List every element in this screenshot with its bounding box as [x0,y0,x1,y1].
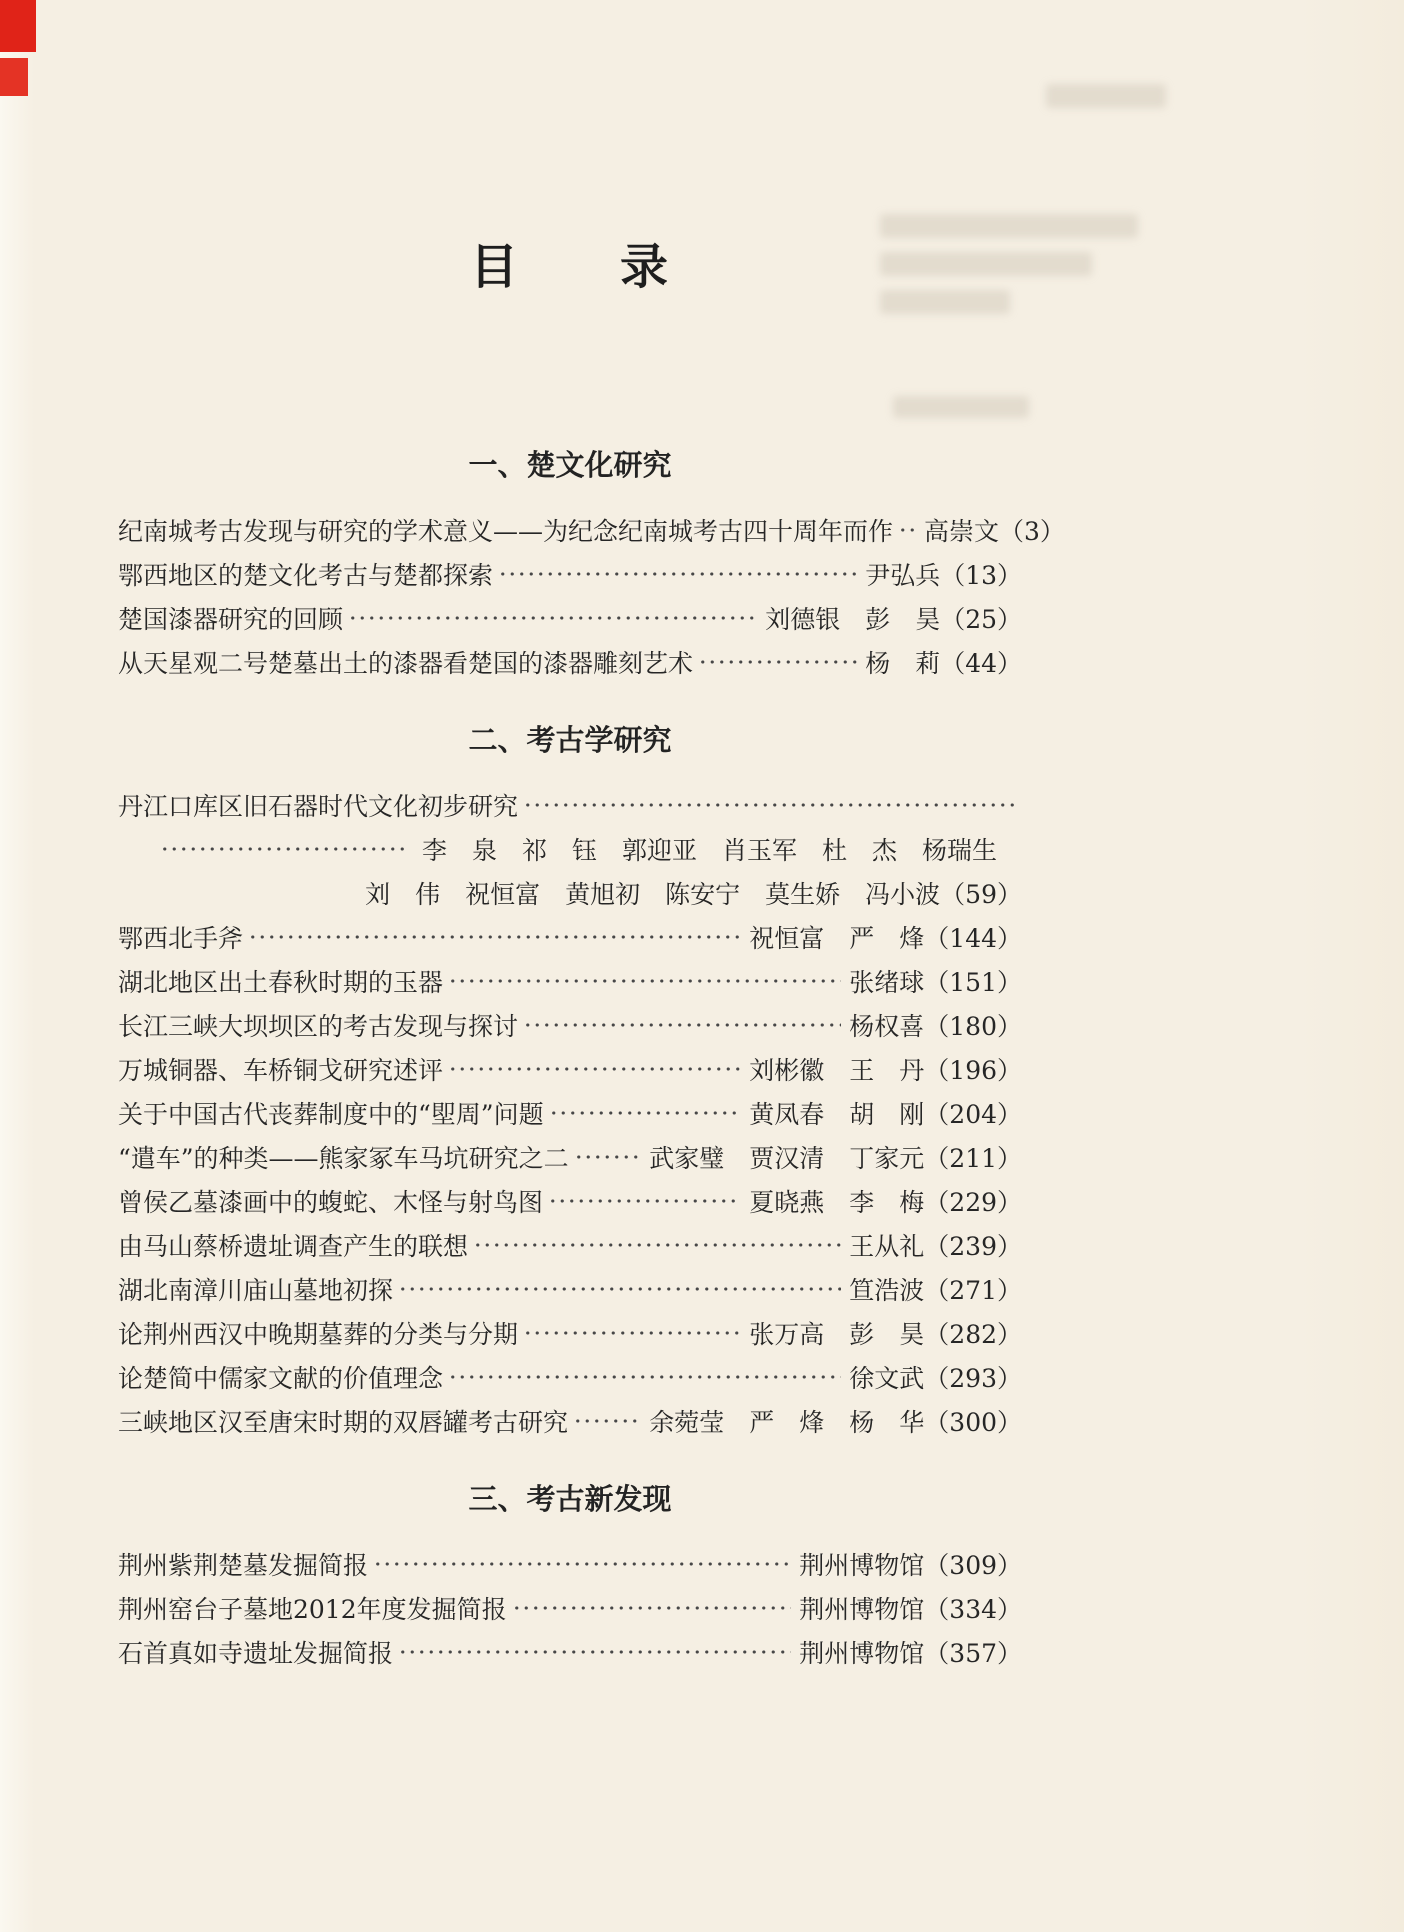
dot-leader [448,975,841,987]
toc-row [118,640,1022,684]
dot-leader [523,1327,741,1339]
entry-authors: 张绪球（151） [849,968,1022,997]
toc-sections [118,443,1065,1674]
dot-leader [573,1415,641,1427]
toc-row [118,552,1022,596]
toc-row [118,1091,1022,1135]
toc-page [118,0,1065,1674]
toc-row [118,783,1022,827]
dot-leader [698,656,857,668]
entry-title: 纪南城考古发现与研究的学术意义——为纪念纪南城考古四十周年而作 [118,517,894,546]
entry-title: 关于中国古代丧葬制度中的“堲周”问题 [118,1100,544,1129]
toc-row [118,1399,1022,1443]
toc-row [118,1135,1022,1179]
dot-leader [373,1558,791,1570]
entry-authors: 李 泉 祁 钰 郭迎亚 肖玉军 杜 杰 杨瑞生 [422,836,998,865]
entry-title: 长江三峡大坝坝区的考古发现与探讨 [118,1012,519,1041]
entry-title: 丹江口库区旧石器时代文化初步研究 [118,792,519,821]
dot-leader [398,1283,841,1295]
entry-authors: 尹弘兵（13） [865,561,1022,590]
scan-red-edge-mark-top [0,0,36,52]
entry-title: 曾侯乙墓漆画中的蝮蛇、木怪与射鸟图 [118,1188,544,1217]
toc-row [118,1586,1022,1630]
toc-row [118,1311,1022,1355]
entry-title: 楚国漆器研究的回顾 [118,605,344,634]
toc-row [118,1223,1022,1267]
entry-authors: 武家璧 贾汉清 丁家元（211） [649,1144,1022,1173]
entry-title: 三峡地区汉至唐宋时期的双唇罐考古研究 [118,1408,569,1437]
entry-title: 荆州窑台子墓地2012年度发掘简报 [118,1595,507,1624]
entry-title: 石首真如寺遗址发掘简报 [118,1639,394,1668]
entry-authors: 刘德银 彭 昊（25） [765,605,1022,634]
toc-row [118,1179,1022,1223]
entry-authors: 黄凤春 胡 刚（204） [749,1100,1022,1129]
toc-row [118,827,1022,871]
entry-authors: 刘彬徽 王 丹（196） [749,1056,1022,1085]
dot-leader [448,1063,741,1075]
entry-authors: 杨 莉（44） [865,649,1022,678]
dot-leader [348,612,757,624]
toc-row [118,1267,1022,1311]
entry-title: 由马山蔡桥遗址调查产生的联想 [118,1232,469,1261]
toc-list [118,783,1022,1443]
entry-authors: 杨权喜（180） [849,1012,1022,1041]
dot-leader [448,1371,841,1383]
page-title: 目 录 [469,239,670,295]
dot-leader [574,1151,642,1163]
entry-title: 湖北地区出土春秋时期的玉器 [118,968,444,997]
entry-title: 荆州紫荆楚墓发掘简报 [118,1551,369,1580]
entry-authors: 徐文武（293） [849,1364,1022,1393]
entry-authors: 张万高 彭 昊（282） [749,1320,1022,1349]
dot-leader [512,1602,792,1614]
entry-authors: 祝恒富 严 烽（144） [749,924,1022,953]
entry-title: 论荆州西汉中晚期墓葬的分类与分期 [118,1320,519,1349]
dot-leader [473,1239,841,1251]
toc-row [118,1542,1022,1586]
entry-authors: 荆州博物馆（357） [799,1639,1022,1668]
dot-leader [248,931,741,943]
entry-authors: 王从礼（239） [849,1232,1022,1261]
entry-authors: 笪浩波（271） [849,1276,1022,1305]
entry-authors: 荆州博物馆（334） [799,1595,1022,1624]
scan-red-edge-mark-bottom [0,58,28,96]
entry-authors: 荆州博物馆（309） [799,1551,1022,1580]
toc-row [118,1630,1022,1674]
entry-authors: 高崇文（3） [924,517,1065,546]
dot-leader [548,1195,741,1207]
entry-title: 湖北南漳川庙山墓地初探 [118,1276,394,1305]
entry-title: 鄂西北手斧 [118,924,244,953]
entry-authors: 夏晓燕 李 梅（229） [749,1188,1022,1217]
dot-leader [523,1019,841,1031]
toc-row [118,596,1022,640]
entry-title: 鄂西地区的楚文化考古与楚都探索 [118,561,494,590]
dot-leader [160,843,408,855]
toc-row [118,1003,1022,1047]
entry-title: “遣车”的种类——熊家冢车马坑研究之二 [118,1144,569,1173]
entry-title: 万城铜器、车桥铜戈研究述评 [118,1056,444,1085]
toc-list [118,1542,1022,1674]
page-bleed-artifact [1046,84,1166,108]
dot-leader [498,568,857,580]
toc-row [118,1047,1022,1091]
entry-title: 从天星观二号楚墓出土的漆器看楚国的漆器雕刻艺术 [118,649,694,678]
toc-row [118,871,1022,915]
toc-list [118,508,1065,684]
dot-leader [898,524,916,536]
toc-row [118,1355,1022,1399]
section-heading: 一、楚文化研究 [468,448,672,482]
section-heading: 三、考古新发现 [468,1482,672,1516]
toc-row [118,915,1022,959]
section-heading: 二、考古学研究 [468,723,672,757]
entry-authors: 刘 伟 祝恒富 黄旭初 陈安宁 莫生娇 冯小波（59） [365,880,1022,909]
dot-leader [549,1107,742,1119]
dot-leader [523,799,1014,811]
dot-leader [398,1646,791,1658]
entry-authors: 余菀莹 严 烽 杨 华（300） [649,1408,1022,1437]
toc-row [118,508,1065,552]
toc-row [118,959,1022,1003]
entry-title: 论楚简中儒家文献的价值理念 [118,1364,444,1393]
